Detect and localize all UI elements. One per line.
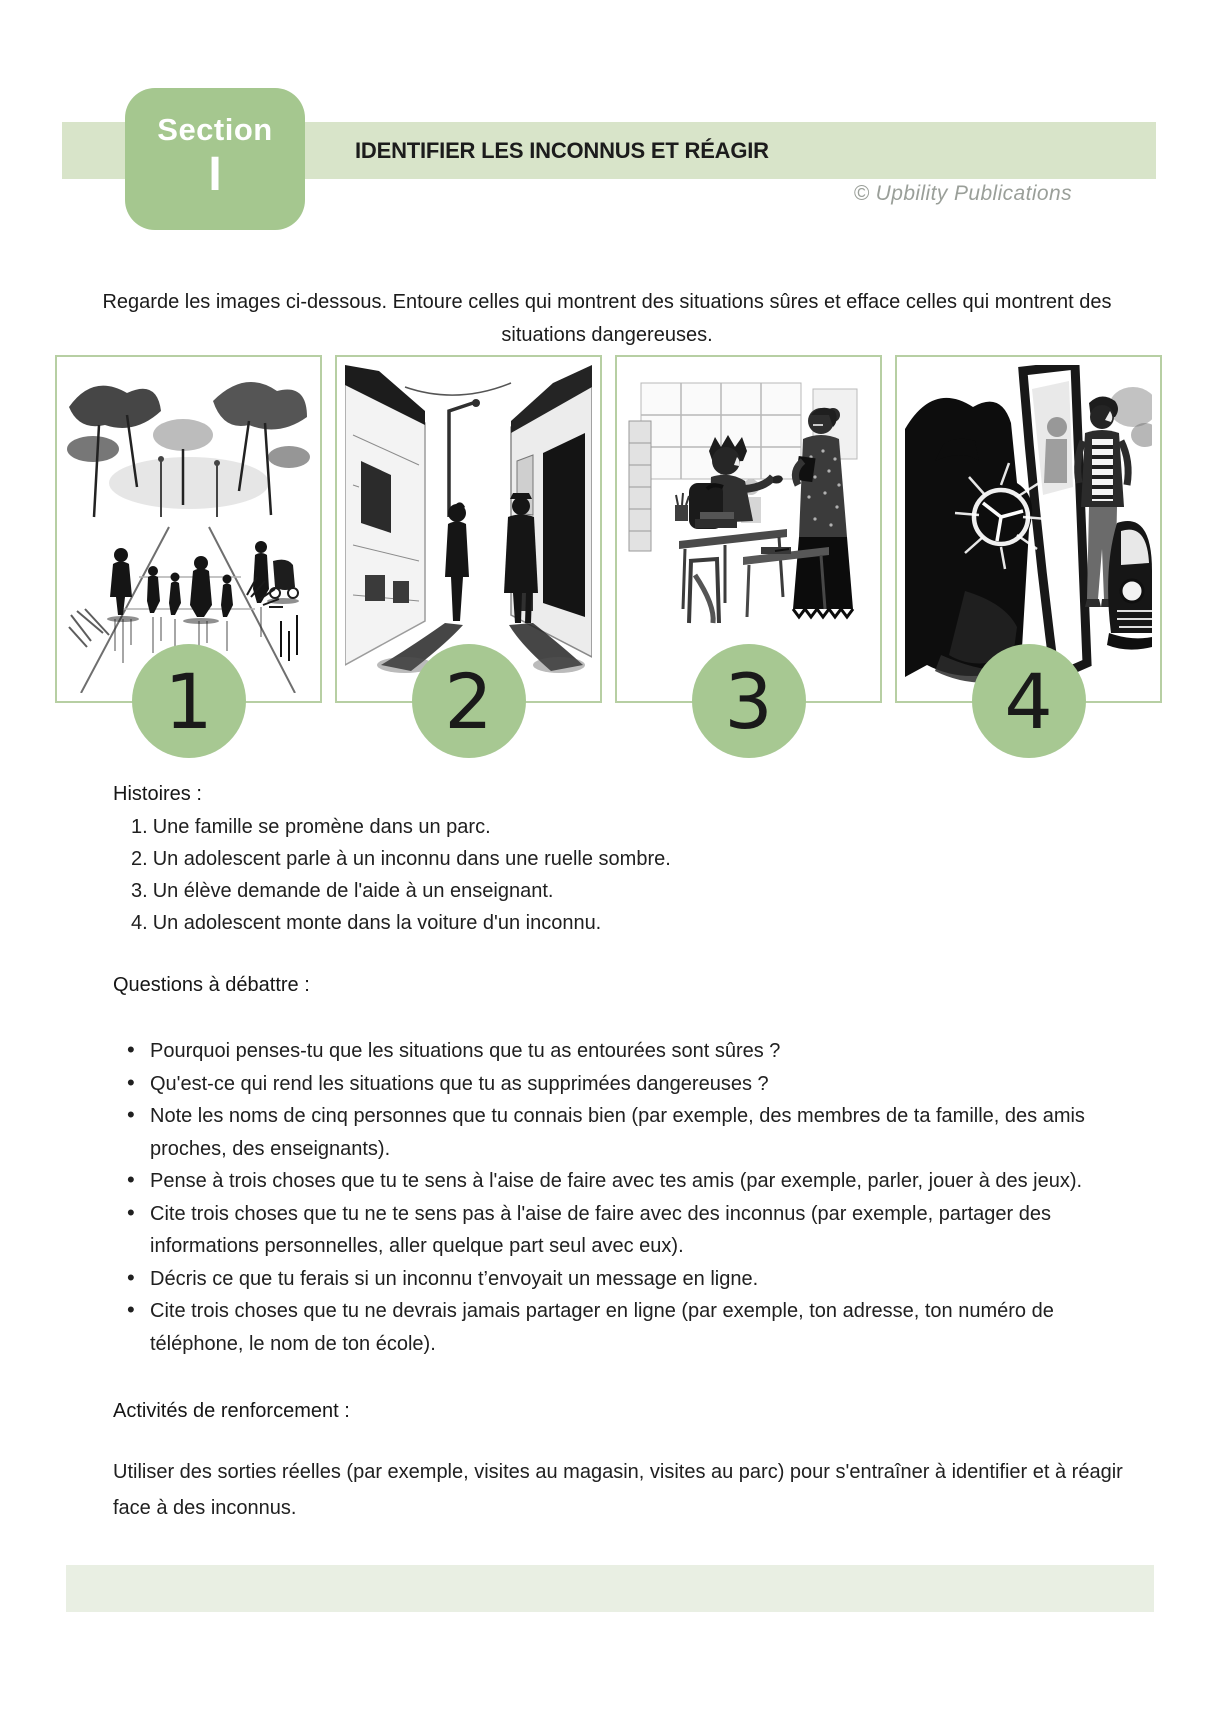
question-item-text: Cite trois choses que tu ne devrais jamais partager en ligne (par exemple, ton adresse, ton numéro de téléphone, le nom de ton école). — [150, 1300, 1054, 1355]
page-title: IDENTIFIER LES INCONNUS ET RÉAGIR — [355, 138, 769, 163]
activites-section — [113, 1395, 1125, 1526]
figure-2-alley — [335, 355, 602, 746]
histoire-item-2 — [113, 843, 1123, 875]
histoire-item-text: Un élève demande de l'aide à un enseignant. — [152, 880, 554, 902]
question-item-text: Qu'est-ce qui rend les situations que tu as supprimées dangereuses ? — [150, 1072, 769, 1095]
histoire-item-text: Un adolescent parle à un inconnu dans une ruelle sombre. — [152, 848, 671, 870]
histoire-item-3 — [113, 875, 1123, 907]
question-item-text: Pourquoi penses-tu que les situations que tu as entourées sont sûres ? — [150, 1040, 781, 1062]
histoire-item-text: Un adolescent monte dans la voiture d'un inconnu. — [152, 912, 602, 934]
section-badge — [125, 88, 305, 230]
histoires-list — [113, 811, 1123, 939]
question-item-text: Pense à trois choses que tu te sens à l'aise de faire avec tes amis (par exemple, parler, jouer à des jeux). — [150, 1170, 1083, 1192]
histoire-item-number: 2. — [131, 848, 148, 870]
histoire-item-number: 4. — [131, 912, 148, 934]
histoire-item-text: Une famille se promène dans un parc. — [152, 816, 491, 838]
questions-heading: Questions à débattre : — [113, 974, 310, 996]
activites-heading: Activités de renforcement : — [113, 1400, 350, 1422]
section-label: Section — [157, 112, 273, 147]
question-item-text: Note les noms de cinq personnes que tu connais bien (par exemple, des membres de ta famille, des amis proches, des enseignants). — [150, 1105, 1085, 1160]
bullet-marker: • — [127, 1297, 135, 1322]
question-item-1 — [113, 1035, 1120, 1068]
footer-band — [66, 1565, 1154, 1612]
question-item-3 — [113, 1100, 1120, 1165]
question-item-6 — [113, 1263, 1120, 1296]
bullet-marker: • — [127, 1102, 135, 1127]
question-item-5 — [113, 1198, 1120, 1263]
question-item-4 — [113, 1165, 1120, 1198]
activites-text: Utiliser des sorties réelles (par exemple, visites au magasin, visites au parc) pour s'entraîner à identifier et à réagir face à des inconnus. — [113, 1461, 1123, 1519]
histoire-item-number: 1. — [131, 816, 148, 838]
figure-3-classroom — [615, 355, 882, 746]
figure-number-badge-3: 3 — [692, 644, 806, 758]
question-item-text: Cite trois choses que tu ne te sens pas à l'aise de faire avec des inconnus (par exemple, partager des informations personnelles, aller quelque part seul avec eux). — [150, 1202, 1051, 1257]
bullet-marker: • — [127, 1264, 135, 1290]
copyright-text: © Upbility Publications — [853, 182, 1072, 205]
section-number: I — [208, 148, 222, 201]
question-item-7 — [113, 1295, 1120, 1360]
histoire-item-4 — [113, 907, 1123, 939]
questions-list — [113, 1035, 1120, 1360]
instruction-text: Regarde les images ci-dessous. Entoure celles qui montrent des situations sûres et efface celles qui montrent des situations dangereuses. — [102, 291, 1112, 346]
question-item-text: Décris ce que tu ferais si un inconnu t’envoyait un message en ligne. — [150, 1267, 759, 1290]
histoires-heading: Histoires : — [113, 783, 202, 805]
questions-section — [113, 969, 1120, 1360]
figure-1-park — [55, 355, 322, 746]
histoires-section — [113, 778, 1123, 939]
figure-number-badge-4: 4 — [972, 644, 1086, 758]
question-item-2 — [113, 1068, 1120, 1101]
bullet-marker: • — [127, 1069, 135, 1095]
histoire-item-1 — [113, 811, 1123, 843]
bullet-marker: • — [127, 1167, 135, 1192]
bullet-marker: • — [127, 1037, 135, 1062]
figures-row — [55, 355, 1162, 746]
histoire-item-number: 3. — [131, 880, 148, 902]
bullet-marker: • — [127, 1199, 135, 1225]
figure-number-badge-1: 1 — [132, 644, 246, 758]
figure-4-car — [895, 355, 1162, 746]
figure-number-badge-2: 2 — [412, 644, 526, 758]
